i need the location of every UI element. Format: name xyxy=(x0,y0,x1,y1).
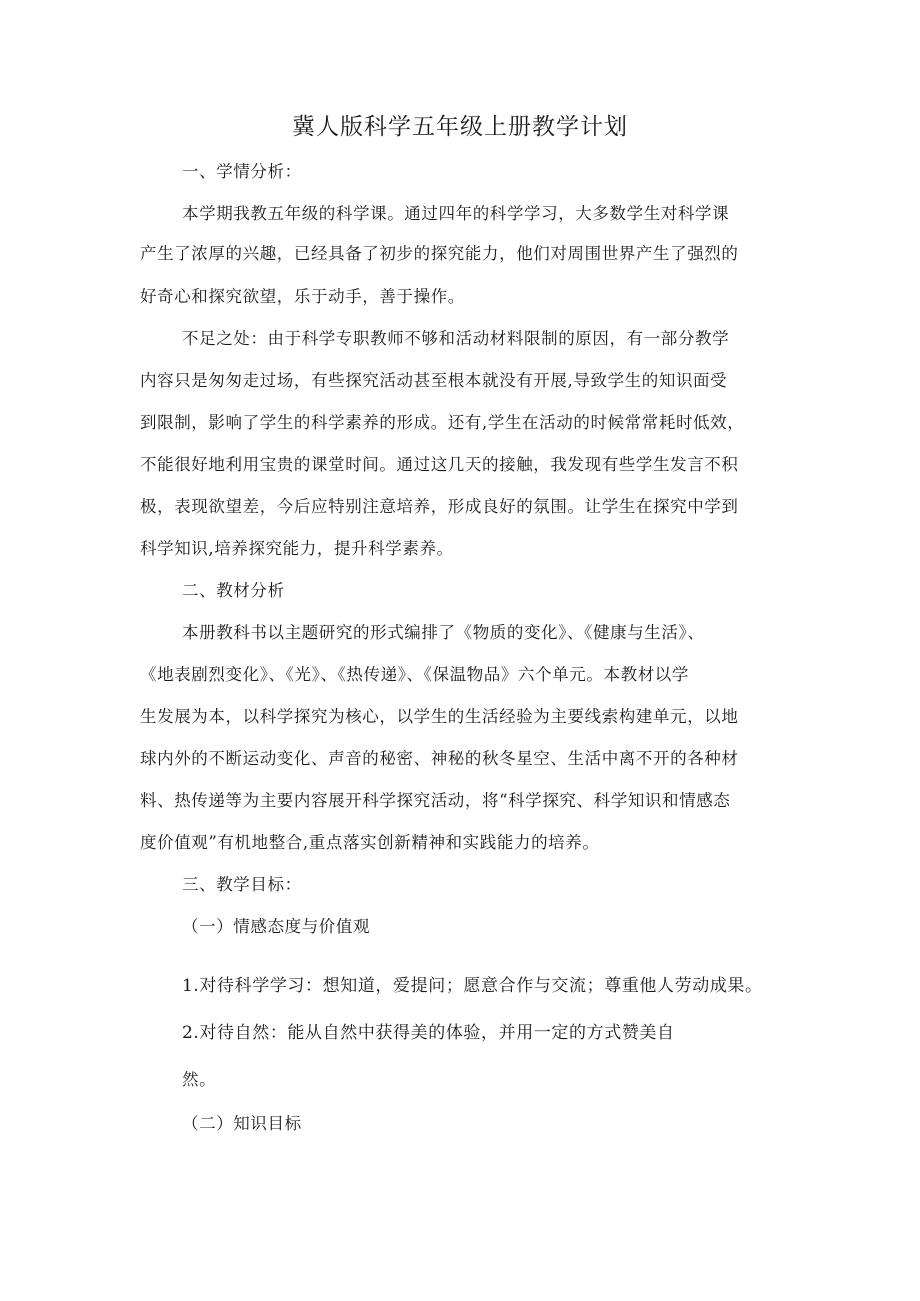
paragraph-line: 本册教科书以主题研究的形式编排了《物质的变化》、《健康与生活》、 xyxy=(182,623,705,642)
document-title: 冀人版科学五年级上册教学计划 xyxy=(292,114,628,140)
section-heading-3: 三、教学目标： xyxy=(182,875,302,894)
paragraph-line: 内容只是匆匆走过场，有些探究活动甚至根本就没有开展,导致学生的知识面受 xyxy=(140,371,728,390)
paragraph-line: 产生了浓厚的兴趣，已经具备了初步的探究能力，他们对周围世界产生了强烈的 xyxy=(140,244,739,263)
paragraph-line: 好奇心和探究欲望，乐于动手，善于操作。 xyxy=(140,287,465,306)
subsection-heading-2: （二）知识目标 xyxy=(182,1114,302,1133)
section-heading-1: 一、学情分析： xyxy=(182,162,302,181)
list-item-2: 2.对待自然：能从自然中获得美的体验，并用一定的方式赞美自 xyxy=(182,1023,675,1043)
paragraph-line: 科学知识,培养探究能力，提升科学素养。 xyxy=(140,539,454,558)
paragraph-line: 球内外的不断运动变化、声音的秘密、神秘的秋冬星空、生活中离不开的各种材 xyxy=(140,749,739,768)
paragraph-line: 不足之处：由于科学专职教师不够和活动材料限制的原因，有一部分教学 xyxy=(182,329,730,348)
paragraph-line: 不能很好地利用宝贵的课堂时间。通过这几天的接触，我发现有些学生发言不积 xyxy=(140,455,739,474)
paragraph-line: 本学期我教五年级的科学课。通过四年的科学学习，大多数学生对科学课 xyxy=(182,204,730,223)
paragraph-line: 度价值观”有机地整合,重点落实创新精神和实践能力的培养。 xyxy=(140,833,600,852)
list-item-2-continuation: 然。 xyxy=(182,1070,217,1089)
list-item-1: 1.对待科学学习：想知道，爱提问；愿意合作与交流；尊重他人劳动成果。 xyxy=(182,976,763,996)
paragraph-line: 生发展为本，以科学探究为核心，以学生的生活经验为主要线索构建单元，以地 xyxy=(140,707,739,726)
paragraph-line: 《地表剧烈变化》、《光》、《热传递》、《保温物品》六个单元。本教材以学 xyxy=(140,665,689,684)
subsection-heading-1: （一）情感态度与价值观 xyxy=(182,917,371,936)
paragraph-line: 极，表现欲望差，今后应特别注意培养，形成良好的氛围。让学生在探究中学到 xyxy=(140,497,739,516)
paragraph-line: 料、热传递等为主要内容展开科学探究活动，将“科学探究、科学知识和情感态 xyxy=(140,791,731,810)
section-heading-2: 二、教材分析 xyxy=(182,581,285,600)
paragraph-line: 到限制，影响了学生的科学素养的形成。还有,学生在活动的时候常常耗时低效， xyxy=(140,413,745,432)
